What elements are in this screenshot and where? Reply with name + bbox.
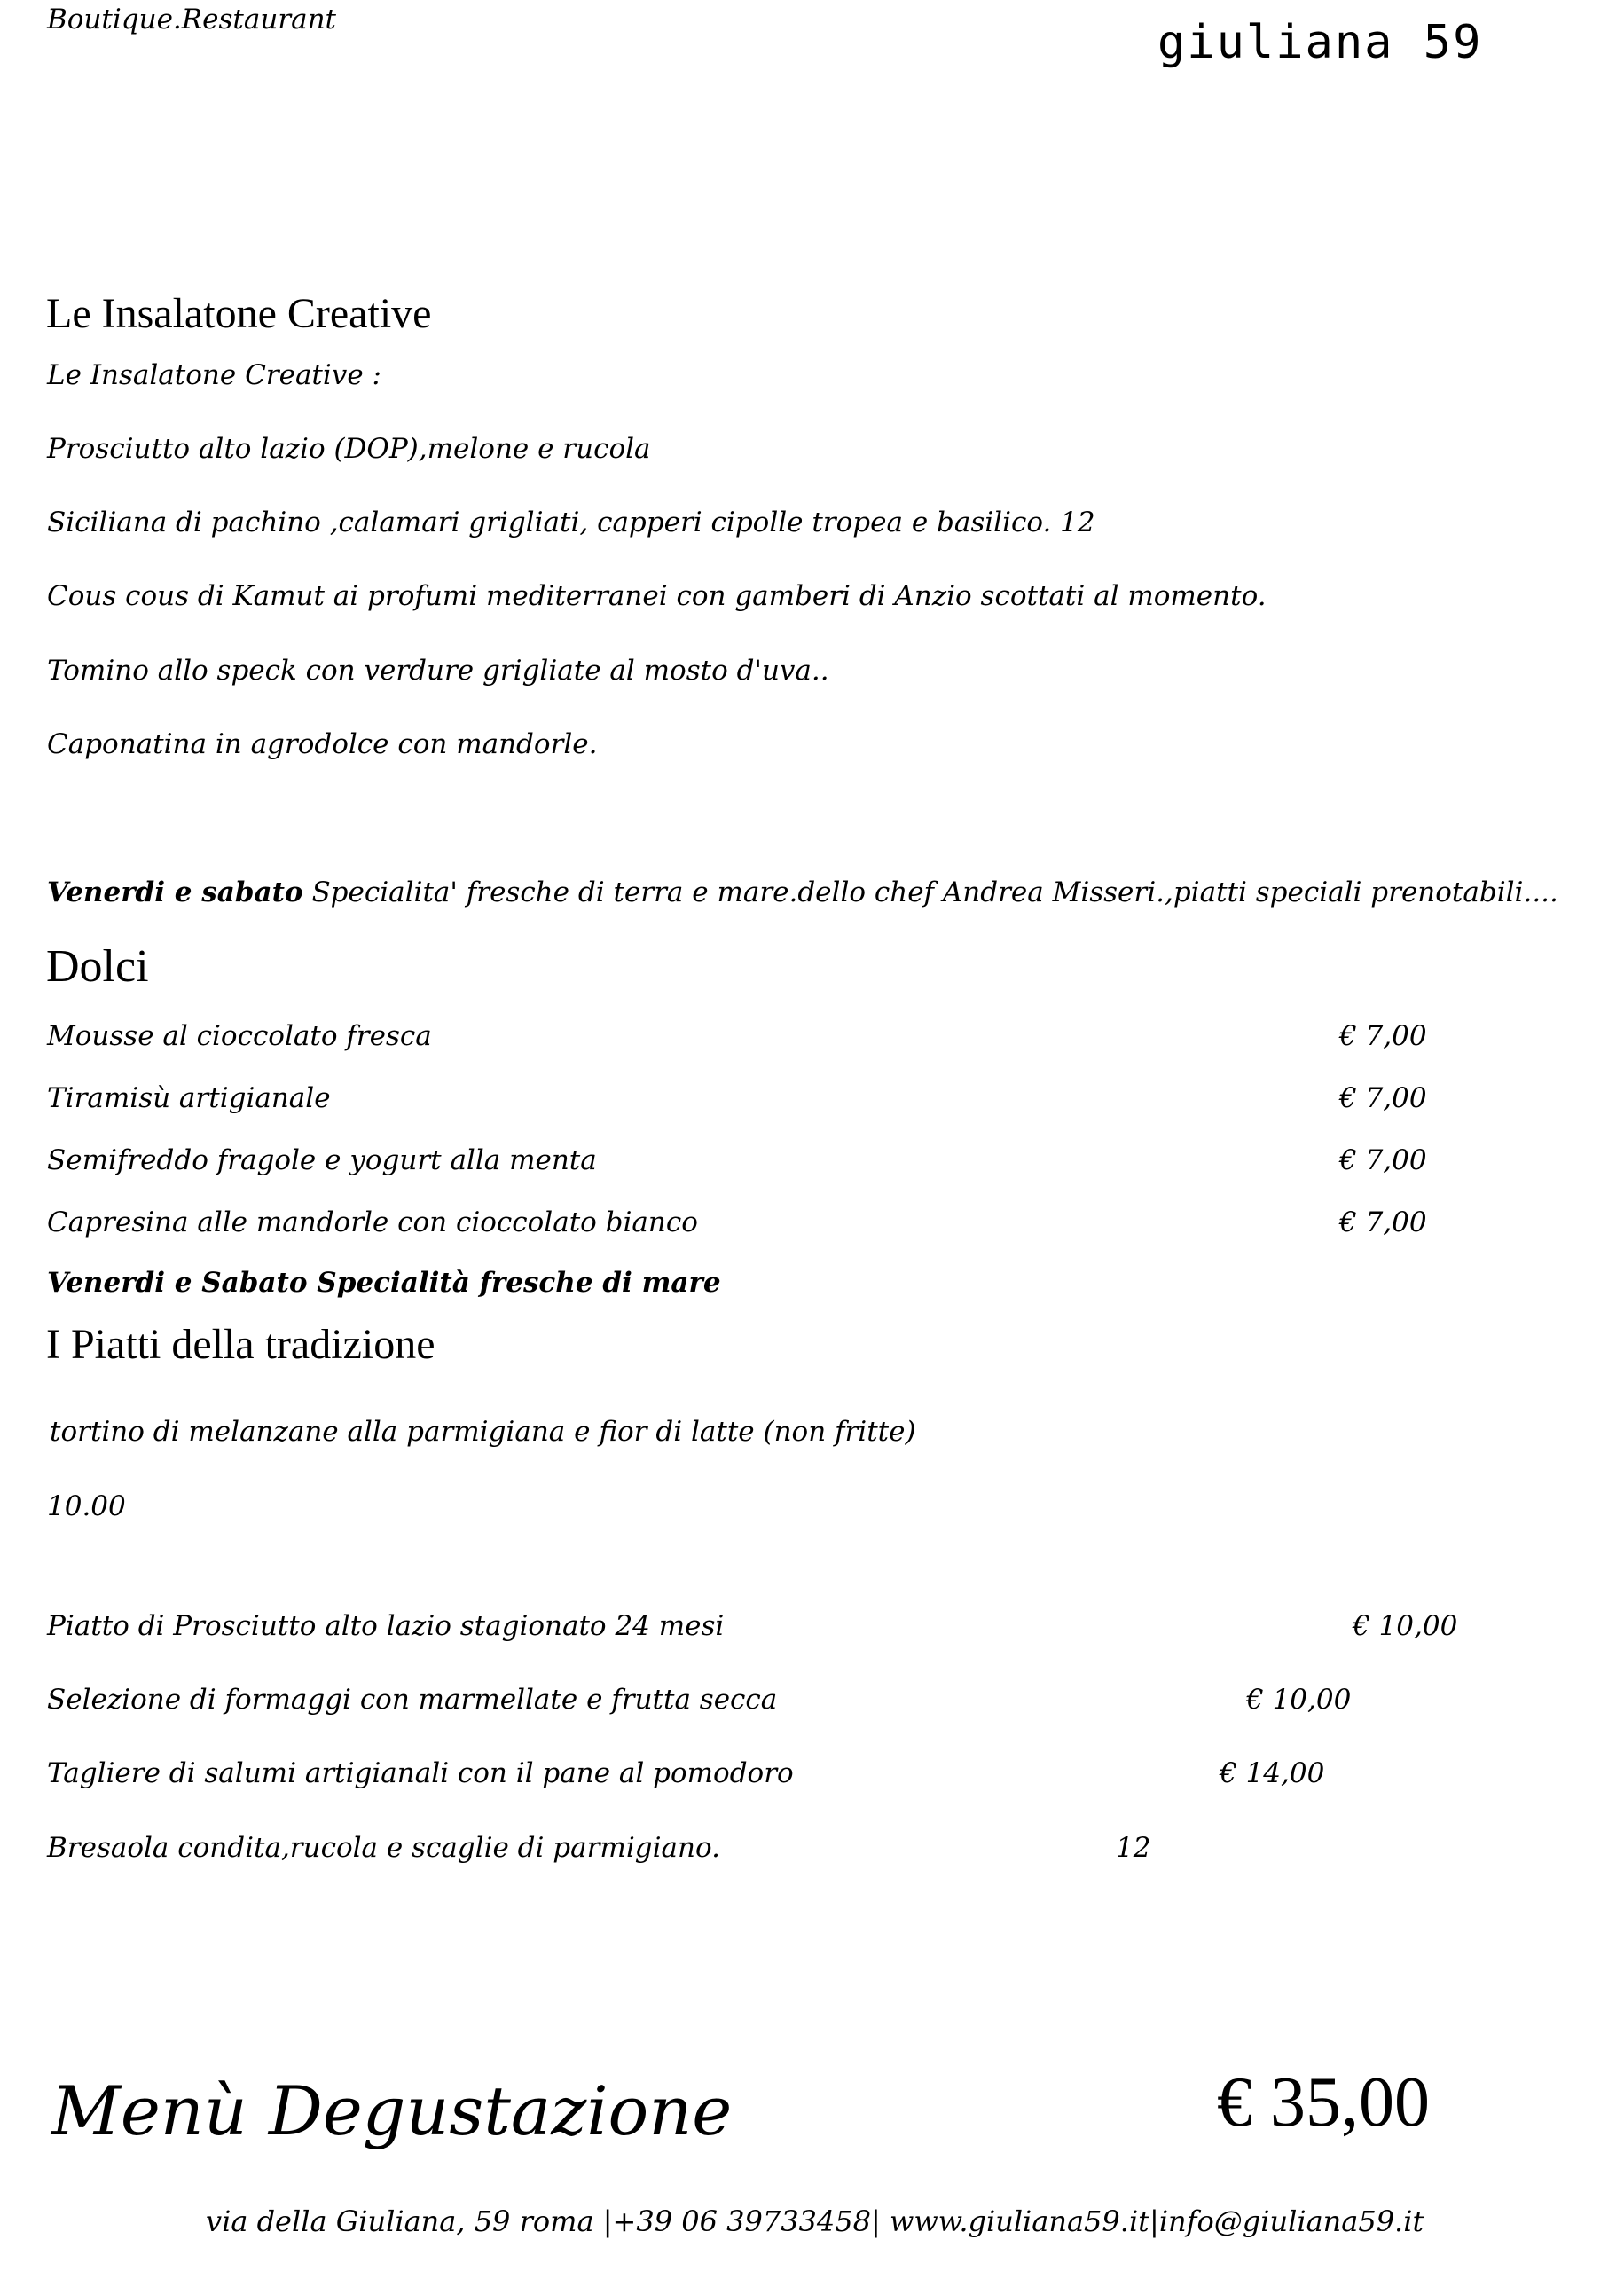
degustazione-price: € 35,00 — [1217, 2063, 1430, 2141]
menu-item-name: Tiramisù artigianale — [47, 1082, 331, 1114]
menu-item-price: € 10,00 — [1246, 1684, 1352, 1716]
special-note — [47, 876, 1558, 908]
special-note-text: Specialita' fresche di terra e mare.dello chef Andrea Misseri.,piatti speciali prenotabili.... — [302, 876, 1558, 908]
menu-item-name: Selezione di formaggi con marmellate e frutta secca — [47, 1684, 778, 1716]
section-title-tradizione: I Piatti della tradizione — [46, 1321, 435, 1368]
list-item: Siciliana di pachino ,calamari grigliati, capperi cipolle tropea e basilico. 12 — [47, 507, 1095, 538]
section-subtitle-insalatone: Le Insalatone Creative : — [47, 359, 381, 391]
menu-item-name: Piatto di Prosciutto alto lazio stagionato 24 mesi — [47, 1610, 725, 1642]
menu-item-price: 10.00 — [47, 1490, 126, 1522]
list-item: Prosciutto alto lazio (DOP),melone e rucola — [47, 433, 651, 465]
menu-item-name: Capresina alle mandorle con cioccolato bianco — [47, 1206, 698, 1238]
list-item: Caponatina in agrodolce con mandorle. — [47, 728, 598, 760]
menu-item-name: Bresaola condita,rucola e scaglie di parmigiano. — [47, 1832, 720, 1864]
footer-contact: via della Giuliana, 59 roma |+39 06 39733458| www.giuliana59.it|info@giuliana59.it — [206, 2204, 1424, 2238]
menu-item-price: € 7,00 — [1339, 1206, 1427, 1238]
menu-item-price: € 7,00 — [1339, 1020, 1427, 1052]
degustazione-title: Menù Degustazione — [51, 2071, 733, 2150]
menu-item-name: Mousse al cioccolato fresca — [47, 1020, 432, 1052]
menu-item-price: € 7,00 — [1339, 1144, 1427, 1176]
list-item: Tomino allo speck con verdure grigliate al mosto d'uva.. — [47, 655, 829, 687]
brand-logo: giuliana 59 — [1157, 16, 1483, 69]
menu-item-name: tortino di melanzane alla parmigiana e fior di latte (non fritte) — [50, 1416, 916, 1448]
menu-item-name: Semifreddo fragole e yogurt alla menta — [47, 1144, 597, 1176]
tagline: Boutique.Restaurant — [47, 4, 337, 35]
section-title-dolci: Dolci — [46, 941, 149, 992]
menu-item-name: Tagliere di salumi artigianali con il pane al pomodoro — [47, 1757, 794, 1789]
section-title-insalatone: Le Insalatone Creative — [46, 290, 432, 337]
special-note: Venerdi e Sabato Specialità fresche di mare — [47, 1267, 721, 1299]
menu-item-price: € 7,00 — [1339, 1082, 1427, 1114]
menu-item-price: € 14,00 — [1220, 1757, 1325, 1789]
special-note-days: Venerdi e sabato — [47, 876, 303, 908]
menu-item-price: 12 — [1116, 1832, 1151, 1864]
menu-item-price: € 10,00 — [1353, 1610, 1458, 1642]
list-item: Cous cous di Kamut ai profumi mediterranei con gamberi di Anzio scottati al momento. — [47, 580, 1267, 612]
